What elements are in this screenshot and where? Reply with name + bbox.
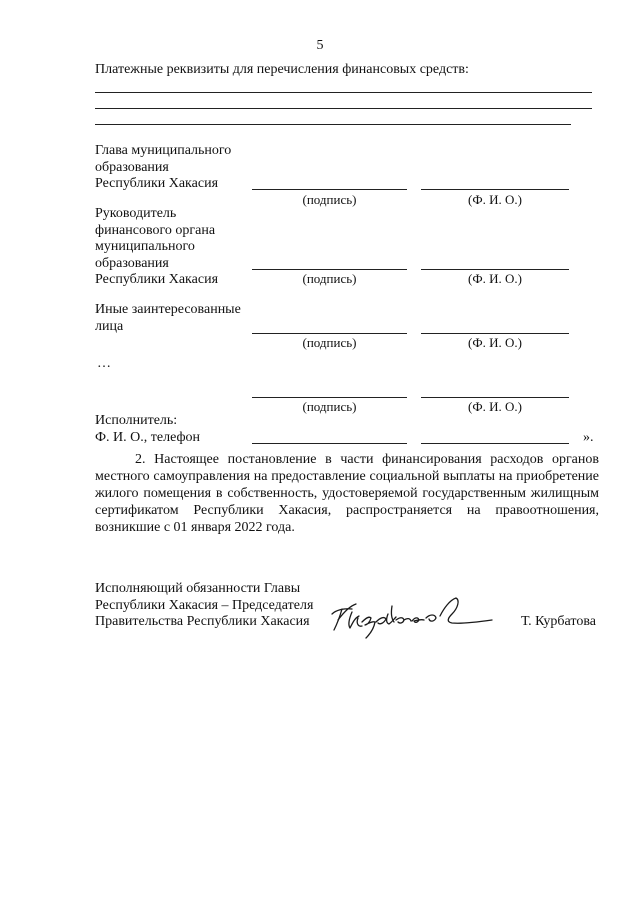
signature-caption: (подпись) bbox=[302, 399, 357, 414]
signature-caption: (подпись) bbox=[302, 192, 357, 207]
name-caption: (Ф. И. О.) bbox=[468, 271, 522, 286]
row-label-finance-head bbox=[95, 206, 218, 289]
signature-line[interactable] bbox=[252, 189, 407, 190]
signature-line[interactable] bbox=[252, 269, 407, 270]
row-label-head bbox=[95, 143, 231, 193]
name-line[interactable] bbox=[421, 333, 569, 334]
label-line: образования bbox=[95, 255, 169, 271]
payment-line-2 bbox=[95, 108, 592, 109]
executor-contact: Ф. И. О., телефон bbox=[95, 429, 201, 445]
handwritten-signature bbox=[322, 592, 498, 640]
label-line: Глава муниципального bbox=[95, 143, 232, 158]
executor-name-line[interactable] bbox=[421, 443, 569, 444]
payment-heading: Платежные реквизиты для перечисления финансовых средств: bbox=[95, 62, 469, 77]
name-line[interactable] bbox=[421, 269, 569, 270]
signature-line[interactable] bbox=[252, 397, 407, 398]
signatory-title-line: Республики Хакасия – Председателя bbox=[95, 597, 314, 613]
name-line[interactable] bbox=[421, 189, 569, 190]
name-line[interactable] bbox=[421, 397, 569, 398]
signature-caption: (подпись) bbox=[302, 335, 357, 350]
name-caption: (Ф. И. О.) bbox=[468, 192, 522, 207]
signature-caption: (подпись) bbox=[302, 271, 357, 286]
payment-line-1 bbox=[95, 92, 592, 93]
ellipsis: … bbox=[97, 356, 111, 371]
closing-quote: ». bbox=[583, 430, 594, 445]
payment-line-3 bbox=[95, 124, 571, 125]
label-line: образования bbox=[95, 159, 169, 175]
label-line: лица bbox=[95, 318, 124, 334]
paragraph-2: 2. Настоящее постановление в части финансирования расходов органов местного самоуправления на предоставление социальной выплаты на приобретение жилого помещения в собственность, удостоверяемой государственным жилищным сертификатом Республики Хакасия, распространяется на правоотношения, возникшие с 01 января 2022 года. bbox=[95, 452, 599, 535]
signatory-title-line: Исполняющий обязанности Главы bbox=[95, 581, 301, 596]
signatory-title bbox=[95, 581, 313, 631]
name-caption: (Ф. И. О.) bbox=[468, 335, 522, 350]
label-line: Руководитель bbox=[95, 206, 177, 221]
label-line: финансового органа bbox=[95, 222, 216, 238]
executor-label bbox=[95, 413, 200, 446]
name-caption: (Ф. И. О.) bbox=[468, 399, 522, 414]
executor-title: Исполнитель: bbox=[95, 413, 178, 428]
label-line: Иные заинтересованные bbox=[95, 302, 241, 317]
label-line: Республики Хакасия bbox=[95, 176, 219, 191]
signatory-title-line: Правительства Республики Хакасия bbox=[95, 614, 310, 629]
signature-line[interactable] bbox=[252, 333, 407, 334]
label-line: Республики Хакасия bbox=[95, 272, 219, 287]
executor-signature-line[interactable] bbox=[252, 443, 407, 444]
page-number: 5 bbox=[316, 38, 324, 53]
row-label-interested-parties bbox=[95, 302, 241, 335]
label-line: муниципального bbox=[95, 239, 195, 254]
signatory-name: Т. Курбатова bbox=[521, 614, 596, 629]
